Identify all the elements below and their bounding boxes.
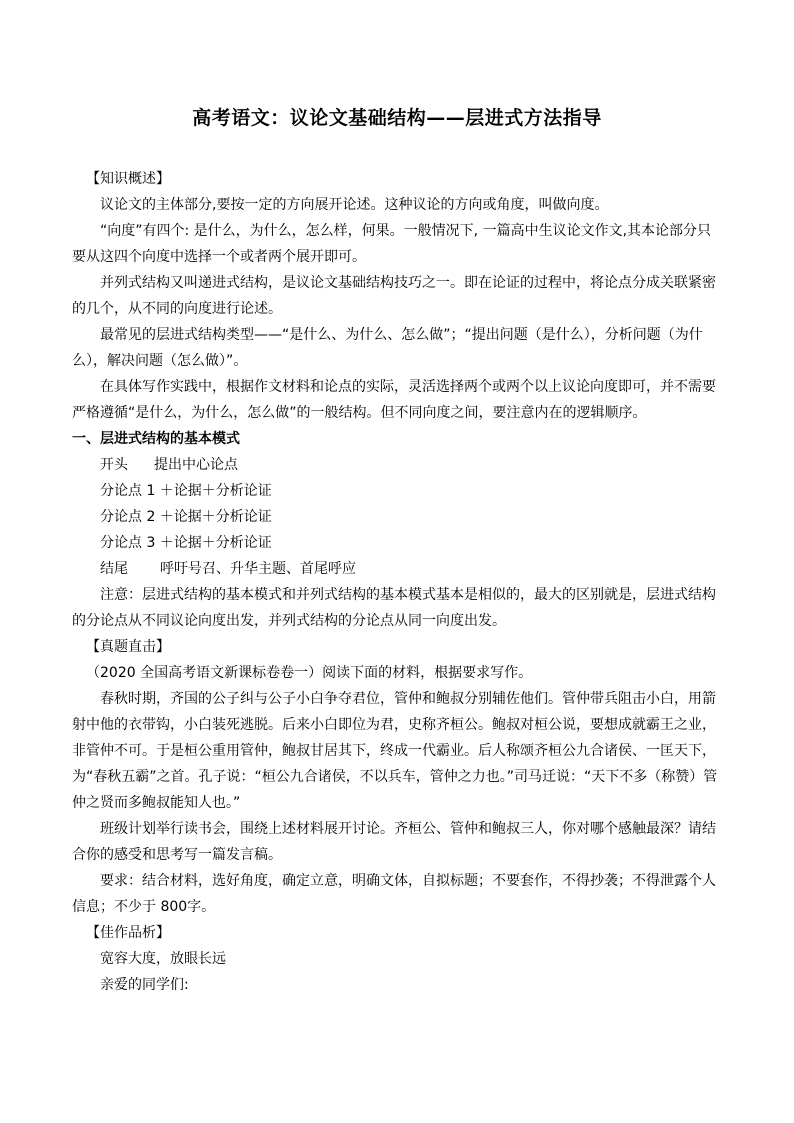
paragraph: 春秋时期，齐国的公子纠与公子小白争夺君位，管仲和鲍叔分别辅佐他们。管仲带兵阻击小白，用箭射中他的衣带钩，小白装死逃脱。后来小白即位为君，史称齐桓公。鲍叔对桓公说，要想成就霸王之业，非管仲不可。于是桓公重用管仲，鲍叔甘居其下，终成一代霸业。后人称颂齐桓公九合诸侯、一匡天下，为“春秋五霸”之首。孔子说：“桓公九合诸侯，不以兵车，管仲之力也。”司马迁说：“天下不多（称赞）管仲之贤而多鲍叔能知人也。” xyxy=(72,691,718,811)
paragraph: 在具体写作实践中，根据作文材料和论点的实际，灵活选择两个或两个以上议论向度即可，并不需要严格遵循“是什么，为什么，怎么做”的一般结构。但不同向度之间，要注意内在的逻辑顺序。 xyxy=(72,379,716,421)
document-body xyxy=(72,166,724,998)
pattern-label: 开头 xyxy=(100,457,128,473)
paragraph-note: 注意：层进式结构的基本模式和并列式结构的基本模式基本是相似的，最大的区别就是，层进式结构的分论点从不同议论向度出发，并列式结构的分论点从同一向度出发。 xyxy=(72,587,716,629)
paragraph: 并列式结构又叫递进式结构，是议论文基础结构技巧之一。即在论证的过程中，将论点分成关联紧密的几个，从不同的向度进行论述。 xyxy=(72,275,716,317)
section-heading: 一、层进式结构的基本模式 xyxy=(72,431,240,447)
pattern-content: 呼吁号召、升华主题、首尾呼应 xyxy=(160,561,356,577)
pattern-line-ending xyxy=(72,556,724,582)
paragraph: “向度”有四个: 是什么，为什么，怎么样，何果。一般情况下, 一篇高中生议论文作文,其本论部分只要从这四个向度中选择一个或者两个展开即可。 xyxy=(72,223,712,265)
paragraph: 亲爱的同学们: xyxy=(100,977,189,993)
paragraph: 要求：结合材料，选好角度，确定立意，明确文体，自拟标题；不要套作，不得抄袭；不得泄露个人信息；不少于 800字。 xyxy=(72,873,716,915)
paragraph: （2020 全国高考语文新课标卷卷一）阅读下面的材料，根据要求写作。 xyxy=(86,665,533,681)
pattern-line: 分论点 3 ＋论据＋分析论证 xyxy=(100,535,272,551)
section-label-exam: 【真题直击】 xyxy=(86,639,170,655)
pattern-label: 结尾 xyxy=(100,561,128,577)
section-label-overview: 【知识概述】 xyxy=(86,171,170,187)
paragraph: 班级计划举行读书会，围绕上述材料展开讨论。齐桓公、管仲和鲍叔三人，你对哪个感触最深？请结合你的感受和思考写一篇发言稿。 xyxy=(72,821,716,863)
pattern-line: 分论点 2 ＋论据＋分析论证 xyxy=(100,509,272,525)
pattern-content: 提出中心论点 xyxy=(154,457,238,473)
section-label-sample: 【佳作品析】 xyxy=(86,925,170,941)
sample-title: 宽容大度，放眼长远 xyxy=(100,951,226,967)
paragraph: 最常见的层进式结构类型——“是什么、为什么、怎么做”；“提出问题（是什么），分析问题（为什么），解决问题（怎么做）”。 xyxy=(72,327,703,369)
pattern-line-opening xyxy=(72,452,724,478)
document-title: 高考语文：议论文基础结构——层进式方法指导 xyxy=(192,107,602,129)
paragraph: 议论文的主体部分,要按一定的方向展开论述。这种议论的方向或角度，叫做向度。 xyxy=(100,197,609,213)
pattern-line: 分论点 1 ＋论据＋分析论证 xyxy=(100,483,272,499)
